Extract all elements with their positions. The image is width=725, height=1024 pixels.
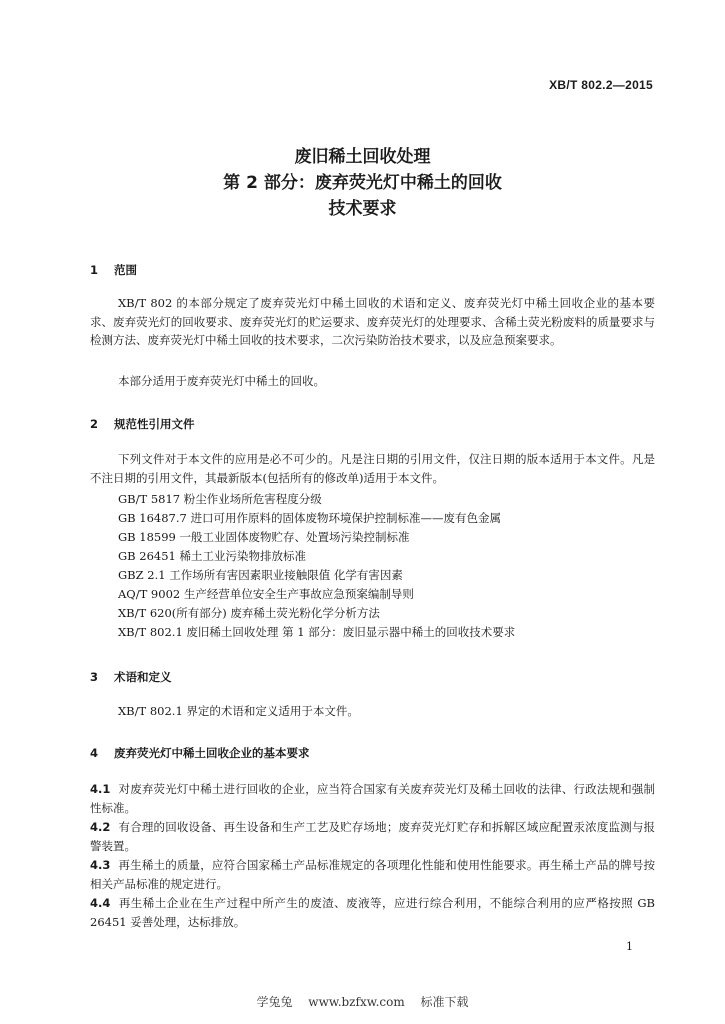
page-number: 1	[626, 940, 633, 953]
reference-item: GB 16487.7 进口可用作原料的固体废物环境保护控制标准——废有色金属	[118, 511, 502, 525]
section-title: 废弃荧光灯中稀土回收企业的基本要求	[114, 746, 310, 760]
reference-item: AQ/T 9002 生产经营单位安全生产事故应急预案编制导则	[118, 587, 414, 601]
clause-4-2	[90, 818, 655, 855]
reference-item: GB/T 5817 粉尘作业场所危害程度分级	[118, 492, 322, 506]
clause-4-4	[90, 894, 655, 931]
clause-number: 4.1	[90, 782, 111, 796]
section-number: 4	[90, 746, 99, 760]
section-1-paragraph-1: XB/T 802 的本部分规定了废弃荧光灯中稀土回收的术语和定义、废弃荧光灯中稀土回收企业的基本要求、废弃荧光灯的回收要求、废弃荧光灯的贮运要求、废弃荧光灯的处理要求、含稀土荧光粉废料的质量要求与检测方法、废弃荧光灯中稀土回收的技术要求，二次污染防治技术要求，以及应急预案要求。	[90, 296, 655, 347]
section-1-heading	[90, 262, 137, 278]
clause-text: 有合理的回收设备、再生设备和生产工艺及贮存场地；废弃荧光灯贮存和拆解区域应配置汞浓度监测与报警装置。	[90, 820, 655, 853]
reference-item: GB 26451 稀土工业污染物排放标准	[118, 549, 307, 563]
reference-item: XB/T 620(所有部分) 废弃稀土荧光粉化学分析方法	[118, 606, 380, 620]
standard-code: XB/T 802.2—2015	[549, 78, 653, 92]
section-title: 规范性引用文件	[114, 417, 195, 431]
clause-text: 对废弃荧光灯中稀土进行回收的企业，应当符合国家有关废弃荧光灯及稀土回收的法律、行政法规和强制性标准。	[90, 782, 655, 815]
section-number: 3	[90, 670, 99, 684]
section-3-heading	[90, 669, 172, 685]
section-3-paragraph-1: XB/T 802.1 界定的术语和定义适用于本文件。	[118, 704, 359, 718]
section-title: 范围	[114, 263, 138, 277]
reference-item: GBZ 2.1 工作场所有害因素职业接触限值 化学有害因素	[118, 568, 403, 582]
clause-4-3	[90, 856, 655, 893]
clause-number: 4.3	[90, 858, 111, 872]
section-4-heading	[90, 745, 310, 761]
clause-number: 4.4	[90, 896, 111, 910]
reference-item: XB/T 802.1 废旧稀土回收处理 第 1 部分：废旧显示器中稀土的回收技术要求	[118, 625, 516, 639]
section-2-paragraph-1: 下列文件对于本文件的应用是必不可少的。凡是注日期的引用文件，仅注日期的版本适用于本文件。凡是不注日期的引用文件，其最新版本(包括所有的修改单)适用于本文件。	[90, 452, 655, 485]
footer-site-name: 学兔兔	[256, 995, 293, 1009]
clause-4-1	[90, 780, 655, 817]
section-1-paragraph-2: 本部分适用于废弃荧光灯中稀土的回收。	[118, 374, 325, 388]
reference-item: GB 18599 一般工业固体废物贮存、处置场污染控制标准	[118, 530, 410, 544]
footer-watermark	[0, 993, 725, 1010]
section-2-heading	[90, 416, 195, 432]
section-number: 1	[90, 263, 99, 277]
doc-title-line-3: 技术要求	[328, 199, 397, 219]
clause-text: 再生稀土企业在生产过程中所产生的废渣、废液等，应进行综合利用，不能综合利用的应严格按照 GB 26451 妥善处理，达标排放。	[90, 896, 655, 929]
doc-title-line-2: 第 2 部分：废弃荧光灯中稀土的回收	[223, 173, 502, 193]
section-title: 术语和定义	[114, 670, 172, 684]
footer-label: 标准下载	[420, 995, 469, 1009]
section-number: 2	[90, 417, 99, 431]
doc-title-line-1: 废旧稀土回收处理	[294, 147, 431, 167]
clause-number: 4.2	[90, 820, 111, 834]
clause-text: 再生稀土的质量，应符合国家稀土产品标准规定的各项理化性能和使用性能要求。再生稀土产品的牌号按相关产品标准的规定进行。	[90, 858, 655, 891]
footer-url[interactable]: www.bzfxw.com	[308, 995, 405, 1009]
